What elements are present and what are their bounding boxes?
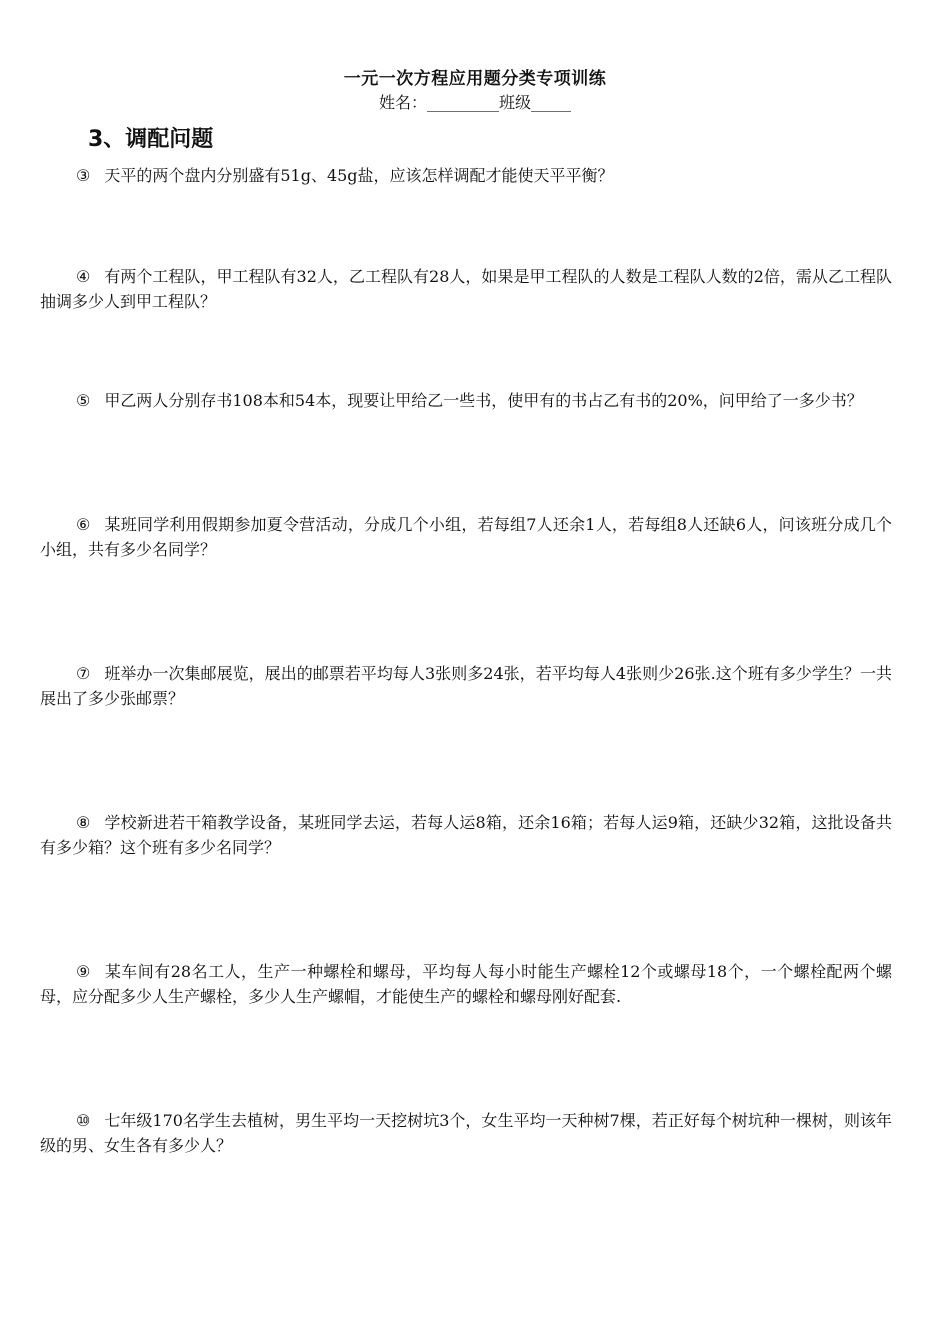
problem-text: 班举办一次集邮展览，展出的邮票若平均每人3张则多24张，若平均每人4张则少26张.这个班有多少学生？一共展出了多少张邮票？ bbox=[40, 664, 892, 708]
problem-item bbox=[40, 512, 892, 562]
problem-number: ⑦ bbox=[76, 664, 91, 683]
problem-number: ⑥ bbox=[76, 515, 91, 534]
problem-text: 七年级170名学生去植树，男生平均一天挖树坑3个，女生平均一天种树7棵，若正好每个树坑种一棵树，则该年级的男、女生各有多少人？ bbox=[40, 1111, 892, 1155]
problem-number: ③ bbox=[76, 166, 91, 185]
problem-text: 天平的两个盘内分别盛有51g、45g盐，应该怎样调配才能使天平平衡？ bbox=[104, 166, 614, 185]
problem-item bbox=[40, 661, 892, 711]
section-heading: 3、调配问题 bbox=[88, 127, 214, 152]
problem-text: 某班同学利用假期参加夏令营活动，分成几个小组，若每组7人还余1人，若每组8人还缺6人，问该班分成几个小组，共有多少名同学？ bbox=[40, 515, 892, 559]
problem-item bbox=[40, 810, 892, 860]
problem-text: 有两个工程队，甲工程队有32人，乙工程队有28人，如果是甲工程队的人数是工程队人数的2倍，需从乙工程队抽调多少人到甲工程队？ bbox=[40, 267, 892, 311]
name-class-line: 姓名：_________班级_____ bbox=[378, 93, 571, 112]
problem-item bbox=[40, 388, 892, 413]
problem-text: 学校新进若干箱教学设备，某班同学去运，若每人运8箱，还余16箱；若每人运9箱，还缺少32箱，这批设备共有多少箱？这个班有多少名同学？ bbox=[40, 813, 892, 857]
problem-item bbox=[40, 959, 892, 1009]
problem-text: 某车间有28名工人，生产一种螺栓和螺母，平均每人每小时能生产螺栓12个或螺母18个，一个螺栓配两个螺母，应分配多少人生产螺栓，多少人生产螺帽，才能使生产的螺栓和螺母刚好配套. bbox=[40, 962, 892, 1006]
problem-number: ⑩ bbox=[76, 1111, 91, 1130]
problem-number: ④ bbox=[76, 267, 91, 286]
problem-item bbox=[40, 1108, 892, 1158]
problem-number: ⑤ bbox=[76, 391, 91, 410]
problem-number: ⑧ bbox=[76, 813, 91, 832]
problem-item bbox=[40, 264, 892, 314]
problem-text: 甲乙两人分别存书108本和54本，现要让甲给乙一些书，使甲有的书占乙有书的20%，问甲给了一多少书？ bbox=[104, 391, 863, 410]
problem-number: ⑨ bbox=[76, 962, 91, 981]
problem-item bbox=[40, 163, 892, 188]
page-title: 一元一次方程应用题分类专项训练 bbox=[343, 69, 607, 89]
